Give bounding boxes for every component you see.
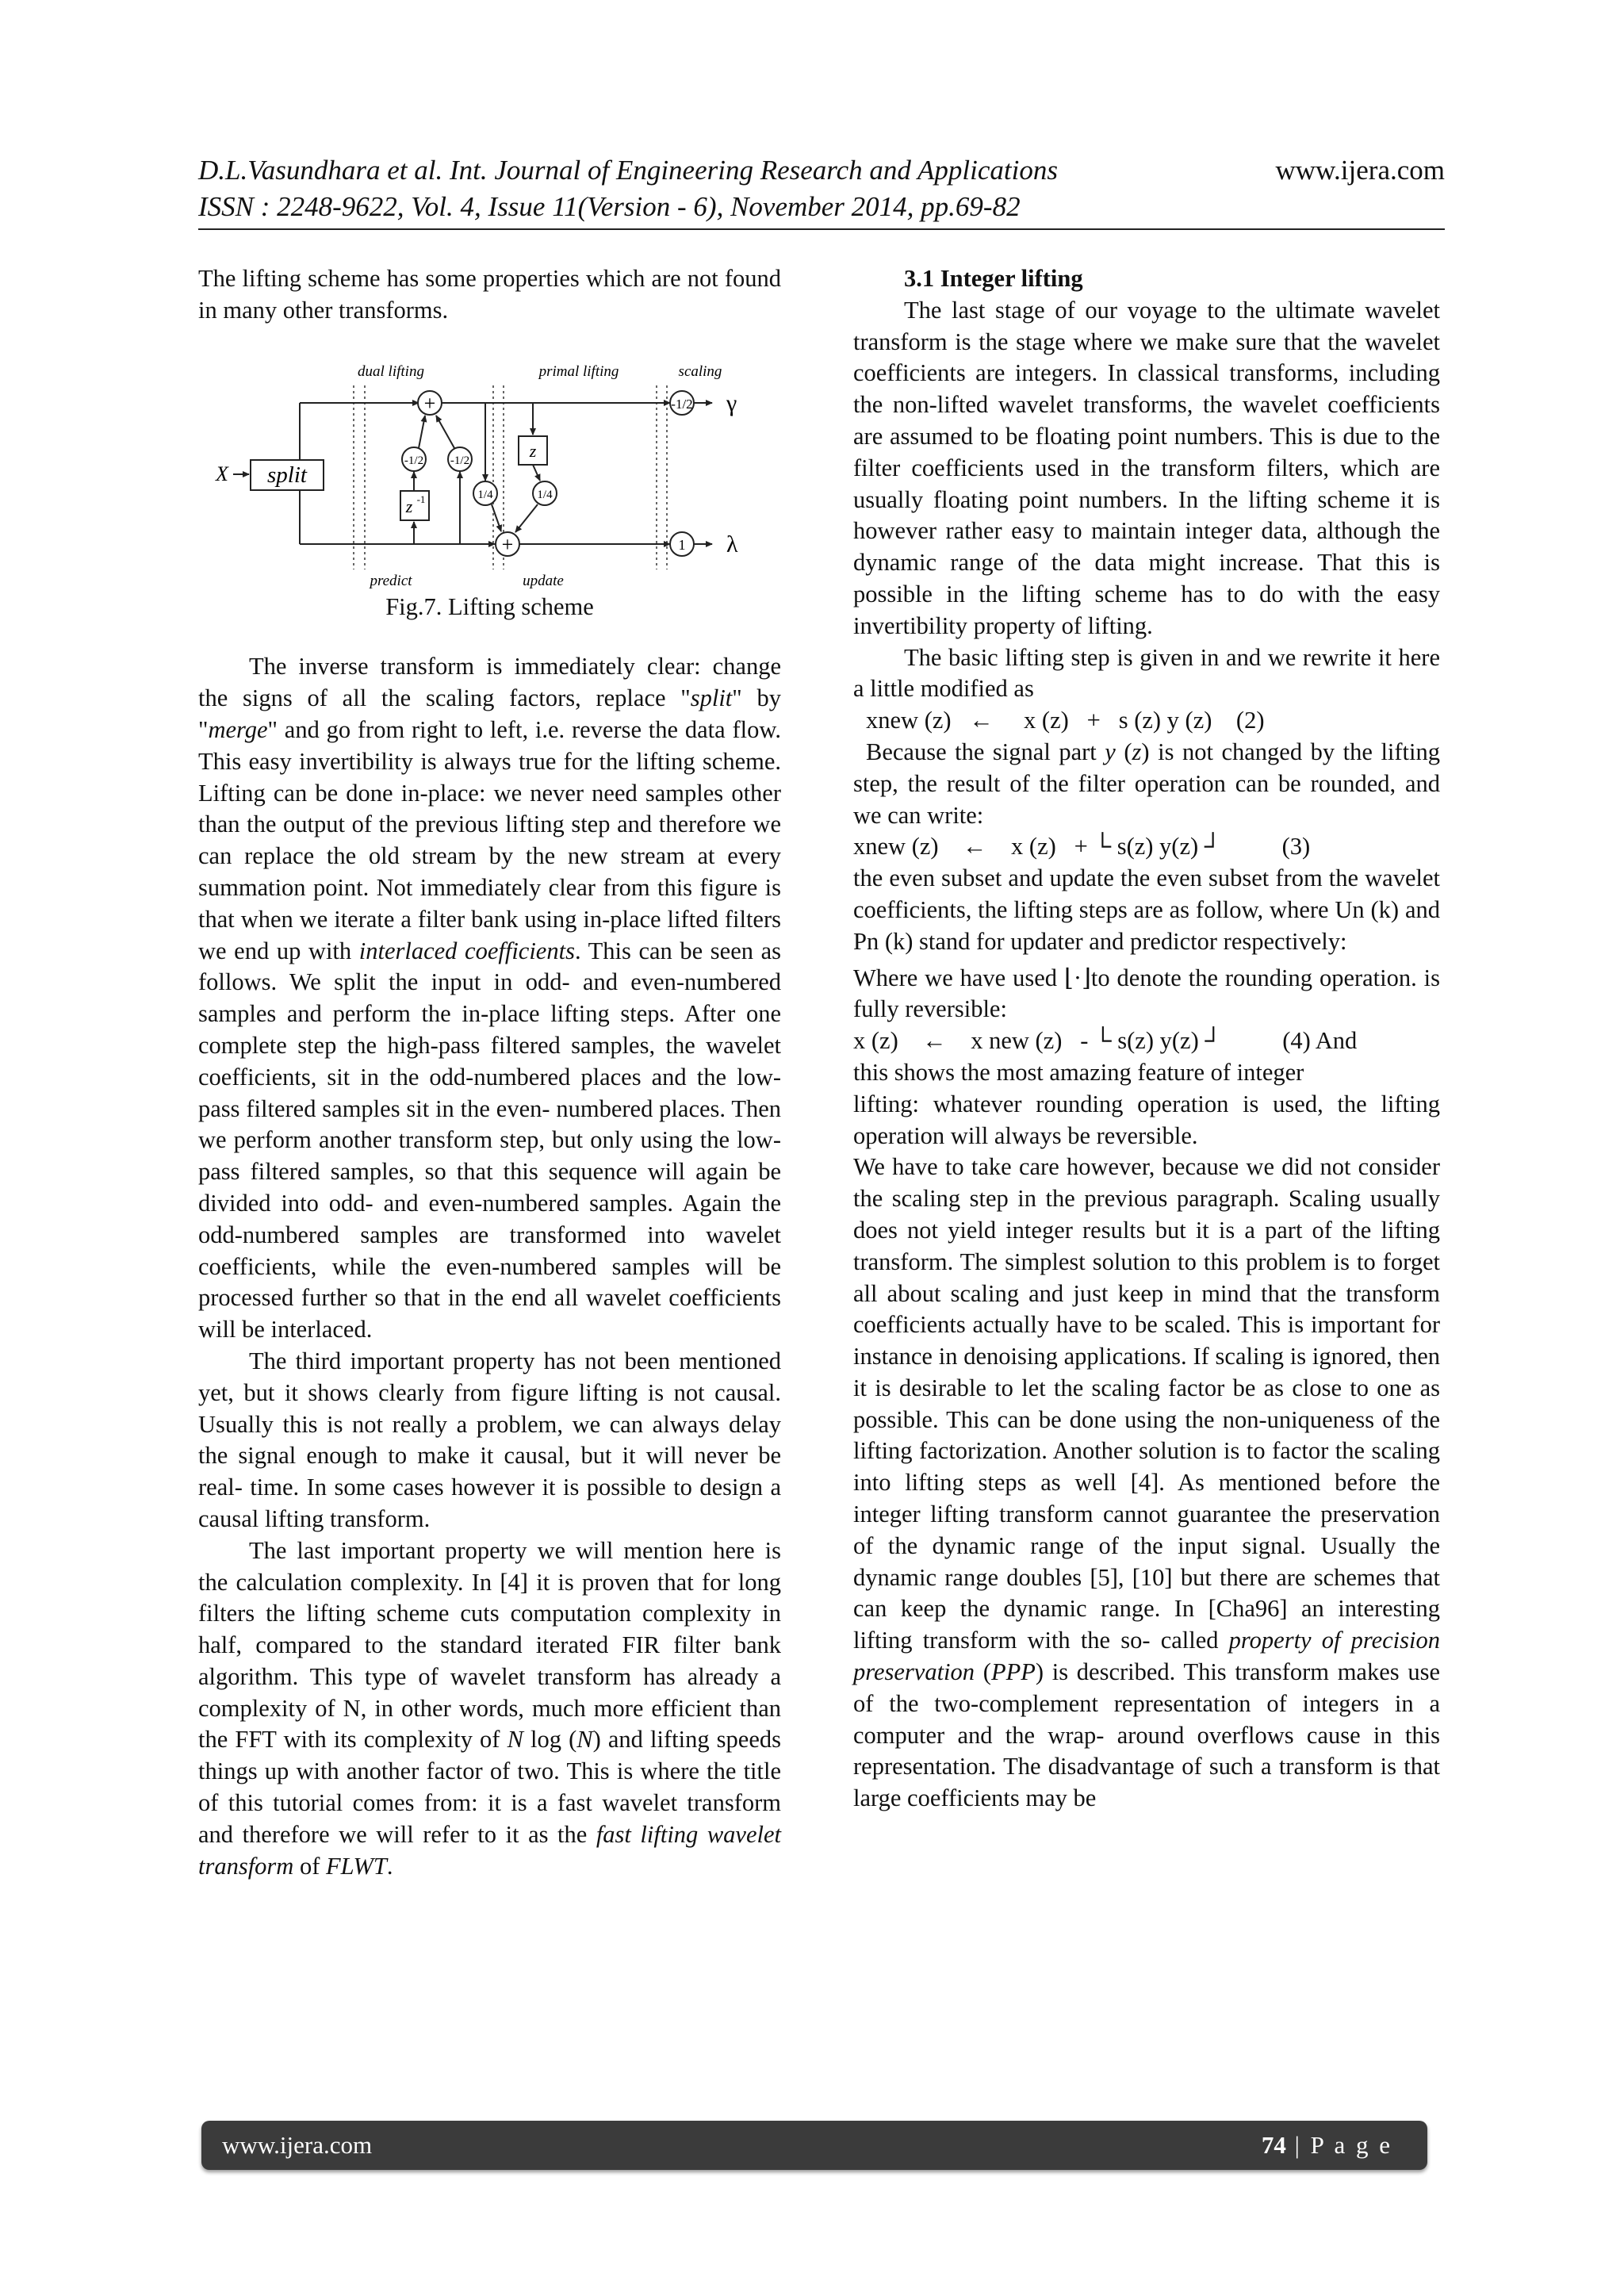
scaling-paragraph: We have to take care however, because we did not consider the scaling step in the previous paragraph. Scaling usually does not yield integer results but it is a part of the lifting transform. The simplest solution to this problem is to forget all about scaling and just keep in mind that the transform coefficients actually have to be scaled. This is important for instance in denoising applications. If scaling is ignored, then it is desirable to let the scaling factor be as close to one as possible. This can be done using the non-uniqueness of the lifting factorization. Another solution is to factor the scaling into lifting steps as well [4]. As mentioned before the integer lifting transform cannot guarantee the preservation of the dynamic range of the input signal. Usually the dynamic range doubles [5], [10] but there are schemes that can keep the dynamic range. In [Cha96] an interesting lifting transform with the so- called property of precision preservation (PPP) is described. This transform makes use of the two-complement representation of integers in a computer and the wrap- around overflows cause in this representation. The disadvantage of such a transform is that large coefficients may be bbox=[853, 1153, 1441, 1812]
plus-sign: + bbox=[423, 391, 436, 415]
left-column bbox=[198, 263, 781, 1882]
lifting-diagram bbox=[198, 354, 781, 592]
complexity-paragraph: The last important property we will mention here is the calculation complexity. In [4] it is proven that for long filters the lifting scheme cuts computation complexity in half, compared to the standard iterated FIR filter bank algorithm. This type of wavelet transform has already a complexity of N, in other words, much more efficient than the FFT with its complexity of N log (N) and lifting speeds things up with another factor of two. This is where the title of this tutorial comes from: it is a fast wavelet transform and therefore we will refer to it as the fast lifting wavelet transform of FLWT. bbox=[198, 1536, 781, 1880]
split-label: split bbox=[267, 462, 307, 488]
update-coef-2: 1/4 bbox=[537, 488, 553, 501]
page-header bbox=[198, 152, 1445, 225]
z-inverse-exponent: -1 bbox=[416, 493, 426, 505]
causality-paragraph: The third important property has not been mentioned yet, but it shows clearly from figure lifting is not causal. Usually this is not really a problem, we can always delay the signal enough to make it causal, but it will never be real- time. In some cases however it is possible to design a causal lifting transform. bbox=[198, 1347, 781, 1532]
predict-label: predict bbox=[370, 572, 412, 589]
journal-url[interactable]: www.ijera.com bbox=[1275, 155, 1445, 186]
predict-coef-1: -1/2 bbox=[404, 454, 424, 467]
footer-url[interactable]: www.ijera.com bbox=[222, 2131, 373, 2159]
lifting-scheme-figure bbox=[198, 354, 781, 592]
input-x-label: X bbox=[216, 462, 228, 485]
scale-factor-gamma: -1/2 bbox=[671, 396, 693, 412]
issn-line: ISSN : 2248-9622, Vol. 4, Issue 11(Version - 6), November 2014, pp.69-82 bbox=[198, 191, 1021, 222]
equation-4: x (z) ← x new (z) - └ s(z) y(z) ┘ (4) And bbox=[853, 1027, 1358, 1055]
scale-factor-lambda: 1 bbox=[678, 536, 686, 553]
gamma-output: γ bbox=[726, 389, 737, 416]
update-coef-1: 1/4 bbox=[477, 488, 493, 501]
equation-2: xnew (z) ← x (z) + s (z) y (z) (2) bbox=[866, 707, 1265, 734]
floor-symbol: ⌊·⌋ bbox=[1063, 964, 1091, 991]
z-inverse-label: z bbox=[405, 496, 413, 516]
right-column bbox=[853, 263, 1440, 1815]
subset-paragraph: the even subset and update the even subset from the wavelet coefficients, the lifting steps are as follow, where Un (k) and Pn (k) stand for updater and predictor respectively: bbox=[853, 864, 1440, 955]
equation-3: xnew (z) ← x (z) + └ s(z) y(z) ┘ (3) bbox=[853, 833, 1311, 861]
page-footer bbox=[201, 2121, 1427, 2170]
scaling-label: scaling bbox=[678, 362, 722, 380]
update-label: update bbox=[523, 572, 564, 589]
intro-paragraph: The lifting scheme has some properties which are not found in many other transforms. bbox=[198, 265, 781, 324]
where-paragraph: Where we have used ⌊·⌋to denote the rounding operation. is fully reversible: bbox=[853, 964, 1440, 1023]
feature-line: this shows the most amazing feature of integer bbox=[853, 1058, 1304, 1086]
lambda-output: λ bbox=[726, 531, 738, 558]
rounding-paragraph: Because the signal part y (z) is not changed by the lifting step, the result of the filter operation can be rounded, and we can write: bbox=[853, 738, 1440, 829]
feature-paragraph: lifting: whatever rounding operation is used, the lifting operation will always be reversible. bbox=[853, 1090, 1440, 1149]
dual-lifting-label: dual lifting bbox=[358, 362, 424, 380]
figure-caption: Fig.7. Lifting scheme bbox=[385, 592, 594, 620]
journal-title: D.L.Vasundhara et al. Int. Journal of Engineering Research and Applications bbox=[198, 155, 1058, 186]
inverse-transform-paragraph: The inverse transform is immediately clear: change the signs of all the scaling factors, replace "split" by "merge" and go from right to left, i.e. reverse the data flow. This easy invertibility is always true for the lifting scheme. Lifting can be done in-place: we never need samples other than the output of the previous lifting step and therefore we can replace the old stream by the new stream at every summation point. Not immediately clear from this figure is that when we iterate a filter bank using in-place lifted filters we end up with interlaced coefficients. This can be seen as follows. We split the input in odd- and even-numbered samples and perform the in-place lifting steps. After one complete step the high-pass filtered samples, the wavelet coefficients, sit in the odd-numbered places and the low-pass filtered samples sit in the even- numbered places. Then we perform another transform step, but only using the low-pass filtered samples, so that this sequence will again be divided into odd- and even-numbered samples. Again the odd-numbered samples are transformed into wavelet coefficients, while the even-numbered samples will be processed further so that in the end all wavelet coefficients will be interlaced. bbox=[198, 653, 782, 1343]
basic-step-paragraph: The basic lifting step is given in and we rewrite it here a little modified as bbox=[853, 643, 1440, 703]
page-number: 74 | P a g e bbox=[1261, 2131, 1392, 2159]
z-delay-label: z bbox=[529, 440, 537, 461]
section-heading: 3.1 Integer lifting bbox=[904, 265, 1083, 292]
integer-lifting-paragraph: The last stage of our voyage to the ultimate wavelet transform is the stage where we make sure that the wavelet coefficients are integers. In classical transforms, including the non-lifted wavelet transforms, the wavelet coefficients are assumed to be floating point numbers. This is due to the filter coefficients used in the transform filters, which are usually floating point numbers. In the lifting scheme it is however rather easy to maintain integer data, although the dynamic range of the data might increase. That this is possible in the lifting scheme has to do with the easy invertibility property of lifting. bbox=[853, 296, 1440, 639]
header-rule bbox=[198, 228, 1445, 230]
primal-lifting-label: primal lifting bbox=[538, 362, 619, 380]
predict-coef-2: -1/2 bbox=[450, 454, 470, 467]
plus-sign: + bbox=[501, 532, 514, 556]
